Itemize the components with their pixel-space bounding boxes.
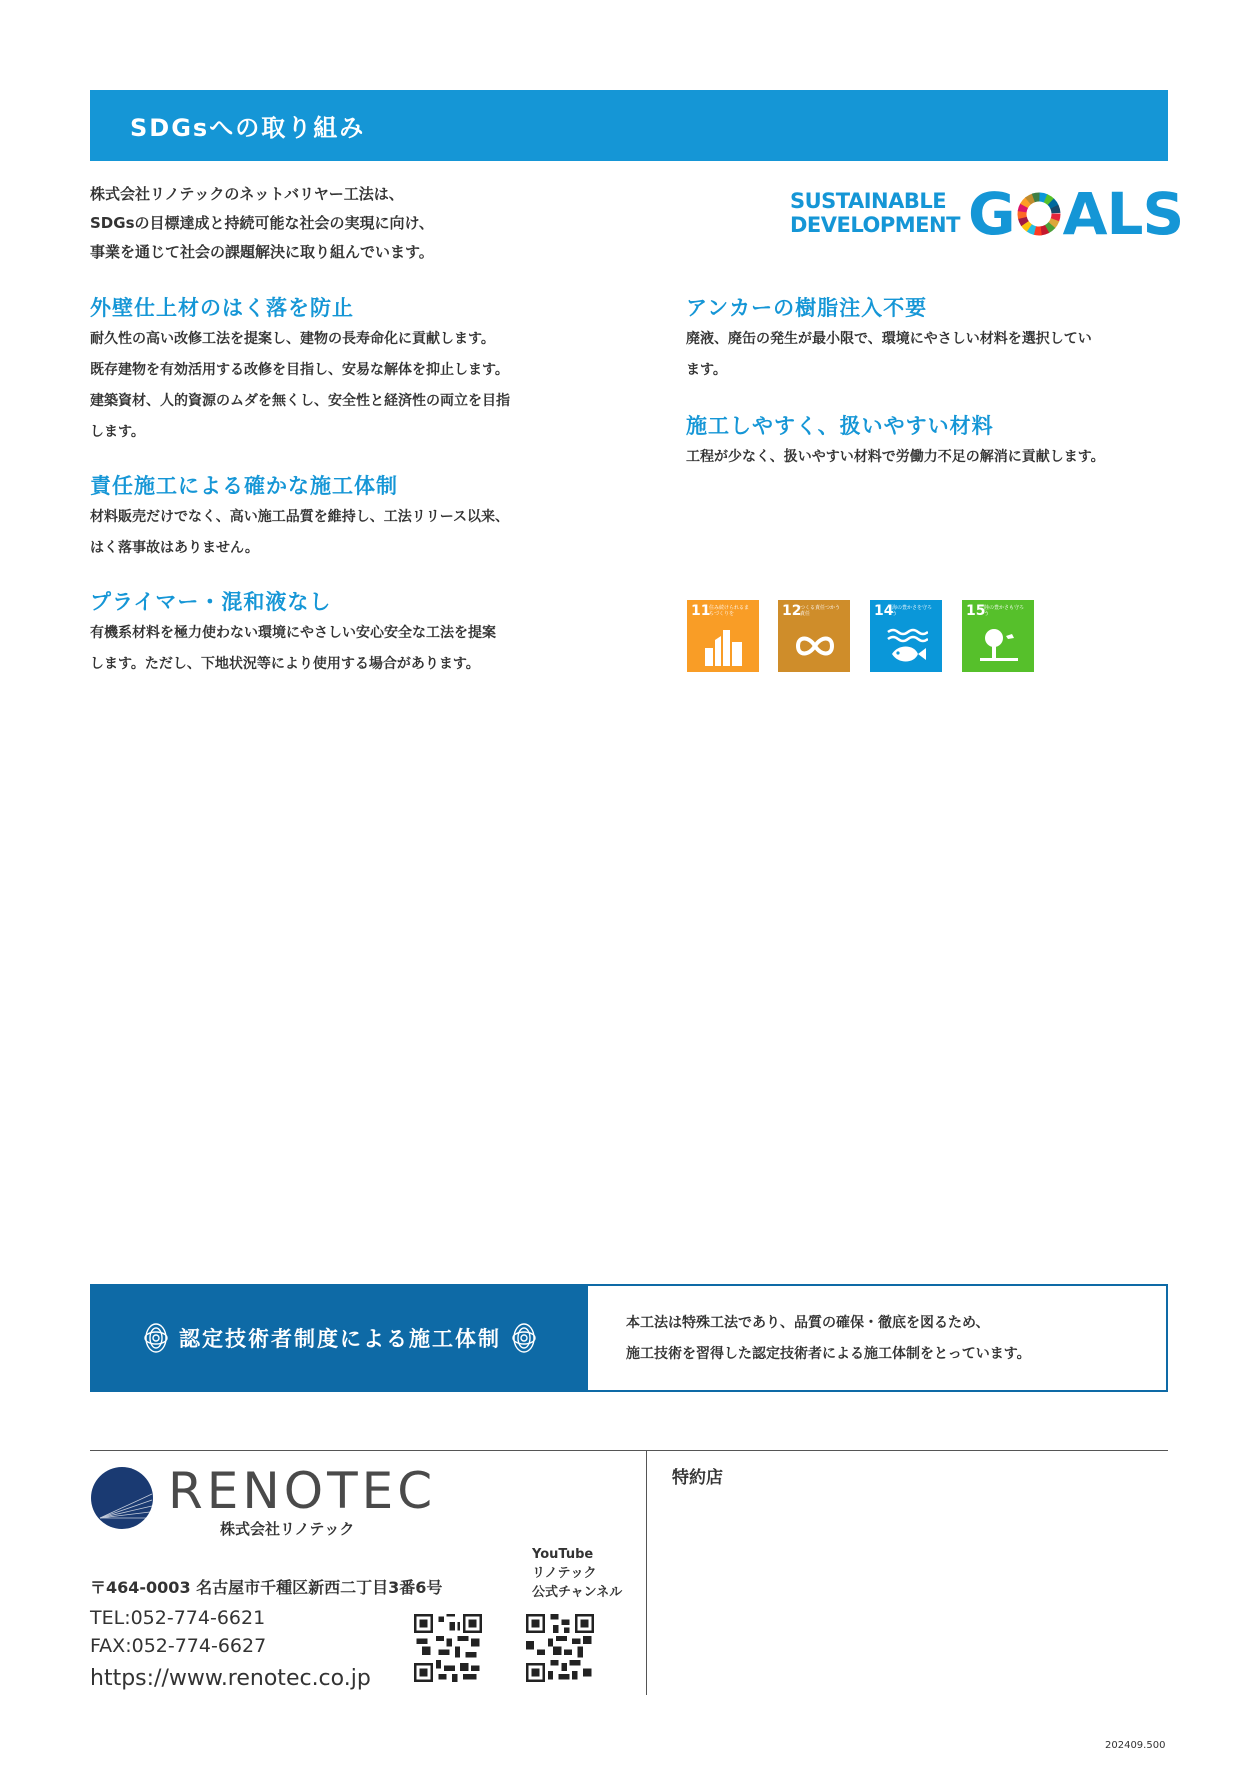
youtube-channel-label [532,1545,622,1602]
document-code: 202409.500 [1105,1740,1166,1751]
body-line: 耐久性の高い改修工法を提案し、建物の長寿命化に貢献します。 [90,331,495,347]
company-address: 〒464-0003 名古屋市千種区新西二丁目3番6号 [90,1578,443,1597]
fish-waves-icon [886,626,928,666]
sdgs-header-band [90,90,1168,161]
youtube-qr-code-icon[interactable] [526,1614,594,1682]
section-body-anchor [686,324,1092,386]
section-heading-easy-material: 施工しやすく、扱いやすい材料 [686,414,994,438]
infinity-icon [794,626,836,666]
dealer-label: 特約店 [672,1468,723,1488]
ornament-right-icon [511,1321,537,1355]
sdgs-logo-g: G [968,180,1015,248]
body-line: 有機系材料を極力使わない環境にやさしい安心安全な工法を提案 [90,625,496,641]
sdgs-header-title: SDGsへの取り組み [130,114,366,142]
cert-line: 本工法は特殊工法であり、品質の確保・徹底を図るため、 [626,1315,990,1331]
sdg-goal-14-icon: 14 海の豊かさを守ろう [870,600,942,672]
section-heading-anchor: アンカーの樹脂注入不要 [686,296,928,320]
sdgs-logo-goals [968,180,1184,248]
body-line: します。 [90,424,145,440]
intro-line: 株式会社リノテックのネットバリヤー工法は、 [90,185,404,203]
section-heading-peeling: 外壁仕上材のはく落を防止 [90,296,354,320]
intro-text [90,180,434,267]
yt-line: YouTube [532,1547,594,1562]
renotec-logo-icon [90,1466,154,1530]
certification-band [90,1284,1168,1392]
sdg-goal-12-icon: 12 つくる責任つかう責任 [778,600,850,672]
sdgs-logo-line2: DEVELOPMENT [790,213,960,237]
body-line: 工程が少なく、扱いやすい材料で労働力不足の解消に貢献します。 [686,449,1105,465]
section-heading-primer: プライマー・混和液なし [90,590,332,614]
certification-description [626,1308,1031,1370]
sdgs-logo-als: ALS [1062,180,1184,248]
company-website-link[interactable]: https://www.renotec.co.jp [90,1666,371,1691]
sdg-goal-11-icon: 11 住み続けられるまちづくりを [687,600,759,672]
section-body-easy-material [686,442,1105,473]
body-line: します。ただし、下地状況等により使用する場合があります。 [90,656,480,672]
intro-line: SDGsの目標達成と持続可能な社会の実現に向け、 [90,214,434,232]
company-tel: TEL:052-774-6621 [90,1607,266,1629]
website-qr-code-icon[interactable] [414,1614,482,1682]
renotec-wordmark: RENOTEC [168,1462,437,1520]
body-line: 廃液、廃缶の発生が最小限で、環境にやさしい材料を選択してい [686,331,1092,347]
intro-line: 事業を通じて社会の課題解決に取り組んでいます。 [90,243,434,261]
sdg-goal-15-icon: 15 陸の豊かさも守ろう [962,600,1034,672]
body-line: 建築資材、人的資源のムダを無くし、安全性と経済性の両立を目指 [90,393,510,409]
certification-title: 認定技術者制度による施工体制 [179,1327,501,1351]
ornament-left-icon [143,1321,169,1355]
company-fax: FAX:052-774-6627 [90,1635,267,1657]
body-line: はく落事故はありません。 [90,540,259,556]
sdgs-logo [790,180,1184,248]
body-line: 材料販売だけでなく、高い施工品質を維持し、工法リリース以来、 [90,509,510,525]
cert-line: 施工技術を習得した認定技術者による施工体制をとっています。 [626,1346,1031,1362]
sdgs-logo-line1: SUSTAINABLE [790,189,947,213]
section-body-primer [90,618,496,680]
city-buildings-icon [703,626,745,666]
section-heading-responsible: 責任施工による確かな施工体制 [90,474,398,498]
yt-line: リノテック [532,1566,597,1581]
footer-divider-horizontal [90,1450,1168,1451]
body-line: ます。 [686,362,727,378]
section-body-peeling [90,324,510,448]
body-line: 既存建物を有効活用する改修を目指し、安易な解体を抑止します。 [90,362,509,378]
section-body-responsible [90,502,509,564]
yt-line: 公式チャンネル [532,1585,623,1600]
tree-land-icon [978,626,1020,666]
company-name: 株式会社リノテック [220,1520,355,1538]
sdgs-wheel-icon [1016,191,1062,237]
certification-title-panel [92,1286,588,1390]
footer-divider-vertical [646,1450,647,1695]
